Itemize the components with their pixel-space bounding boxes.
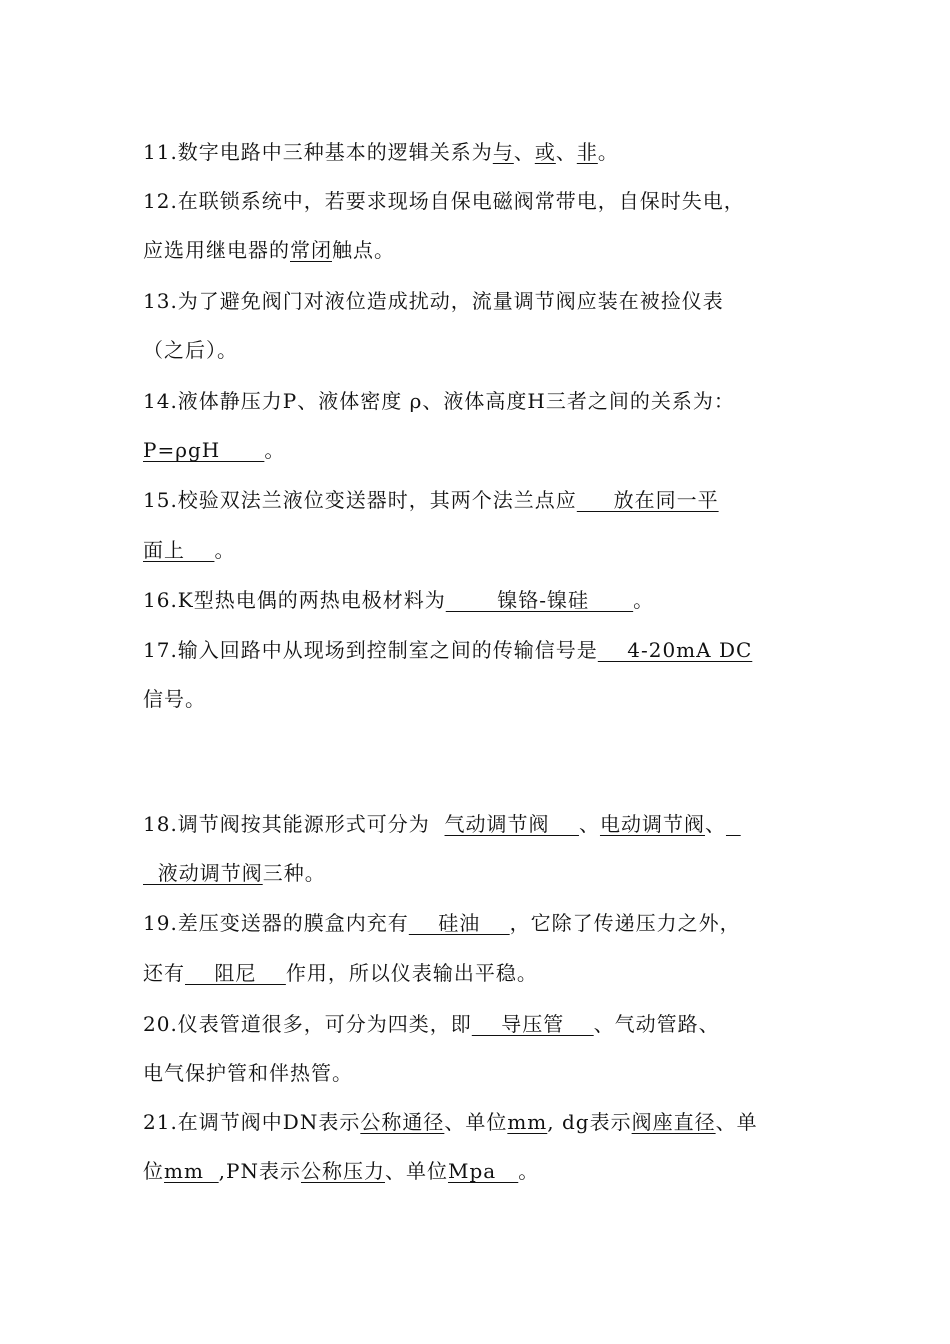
question-19-text-2: 还有 <box>143 961 185 985</box>
separator: 、 <box>555 140 577 164</box>
answer-silicone-oil: 硅油 <box>408 911 510 935</box>
answer-hydraulic-valve: 液动调节阀 <box>143 861 263 885</box>
answer-pneumatic-valve: 气动调节阀 <box>444 812 579 836</box>
answer-electric-valve: 电动调节阀 <box>599 812 705 836</box>
question-17-line-2: 信号。 <box>143 687 206 711</box>
answer-unit-mpa: Mpa <box>447 1159 519 1183</box>
question-12-suffix: 触点。 <box>332 238 395 262</box>
answer-hydraulic-valve-start <box>726 812 741 836</box>
answer-formula: P=ρgH <box>143 438 265 462</box>
question-21-dg-label: , dg表示 <box>547 1110 632 1134</box>
question-20-text: 20.仪表管道很多，可分为四类，即 <box>143 1012 472 1036</box>
answer-signal: 4-20mA DC <box>597 638 753 662</box>
answer-unit-mm: mm <box>507 1110 548 1134</box>
answer-same-plane-part-1: 放在同一平 <box>576 488 719 512</box>
question-18-text: 18.调节阀按其能源形式可分为 <box>143 812 445 836</box>
answer-seat-diameter: 阀座直径 <box>631 1110 716 1134</box>
question-13-line-1: 13.为了避免阀门对液位造成扰动，流量调节阀应装在被捡仪表 <box>143 289 724 313</box>
period: 。 <box>597 140 619 164</box>
answer-thermocouple-material: 镍铬-镍硅 <box>445 588 634 612</box>
answer-normally-closed: 常闭 <box>290 238 332 262</box>
question-19-line-2 <box>143 960 538 986</box>
question-21-line-1 <box>143 1109 758 1135</box>
question-14-line-1: 14.液体静压力P、液体密度 ρ、液体高度H三者之间的关系为： <box>143 389 735 413</box>
question-17-text: 17.输入回路中从现场到控制室之间的传输信号是 <box>143 638 598 662</box>
question-16-line-1 <box>143 587 654 613</box>
answer-or: 或 <box>534 140 556 164</box>
question-21-unit-label: 、单位 <box>444 1110 508 1134</box>
answer-unit-mm-2: mm <box>164 1159 219 1183</box>
question-14-line-2 <box>143 437 285 463</box>
question-21-tail: 、单 <box>715 1110 758 1134</box>
question-12-text: 应选用继电器的 <box>143 238 290 262</box>
answer-impulse-pipe: 导压管 <box>471 1012 594 1036</box>
answer-and: 与 <box>492 140 514 164</box>
question-20-line-1 <box>143 1011 720 1037</box>
period: 。 <box>518 1159 540 1183</box>
period: 。 <box>264 438 286 462</box>
question-21-text-2: 位 <box>143 1159 164 1183</box>
question-18-line-2 <box>143 860 326 886</box>
question-11-line-1 <box>143 139 619 165</box>
question-21-unit-label-2: 、单位 <box>384 1159 448 1183</box>
question-21-line-2 <box>143 1158 539 1184</box>
question-11-text: 11.数字电路中三种基本的逻辑关系为 <box>143 140 493 164</box>
question-15-text: 15.校验双法兰液位变送器时，其两个法兰点应 <box>143 488 577 512</box>
question-20-mid: 、气动管路、 <box>593 1012 720 1036</box>
separator: 、 <box>704 812 726 836</box>
separator: 、 <box>578 812 600 836</box>
period: 。 <box>633 588 655 612</box>
question-13-line-2: （之后）。 <box>143 338 238 362</box>
question-18-suffix: 三种。 <box>262 861 326 885</box>
answer-damping: 阻尼 <box>185 961 286 985</box>
question-18-line-1 <box>143 811 741 837</box>
answer-same-plane-part-2: 面上 <box>143 538 215 562</box>
question-12-line-2 <box>143 237 395 263</box>
question-17-line-1 <box>143 637 752 663</box>
answer-not: 非 <box>576 140 598 164</box>
question-19-line-1 <box>143 910 741 936</box>
period: 。 <box>214 538 236 562</box>
separator: 、 <box>513 140 535 164</box>
question-15-line-2 <box>143 537 235 563</box>
question-21-pn-label: ,PN表示 <box>218 1159 301 1183</box>
question-19-suffix: 作用，所以仪表输出平稳。 <box>285 961 538 985</box>
answer-nominal-diameter: 公称通径 <box>360 1110 445 1134</box>
question-20-line-2: 电气保护管和伴热管。 <box>143 1061 353 1085</box>
question-19-text: 19.差压变送器的膜盒内充有 <box>143 911 409 935</box>
question-16-text: 16.K型热电偶的两热电极材料为 <box>143 588 446 612</box>
question-19-mid: ，它除了传递压力之外， <box>509 911 741 935</box>
answer-nominal-pressure: 公称压力 <box>300 1159 385 1183</box>
question-15-line-1 <box>143 487 719 513</box>
question-12-line-1: 12.在联锁系统中，若要求现场自保电磁阀常带电，自保时失电， <box>143 189 745 213</box>
question-21-text: 21.在调节阀中DN表示 <box>143 1110 361 1134</box>
